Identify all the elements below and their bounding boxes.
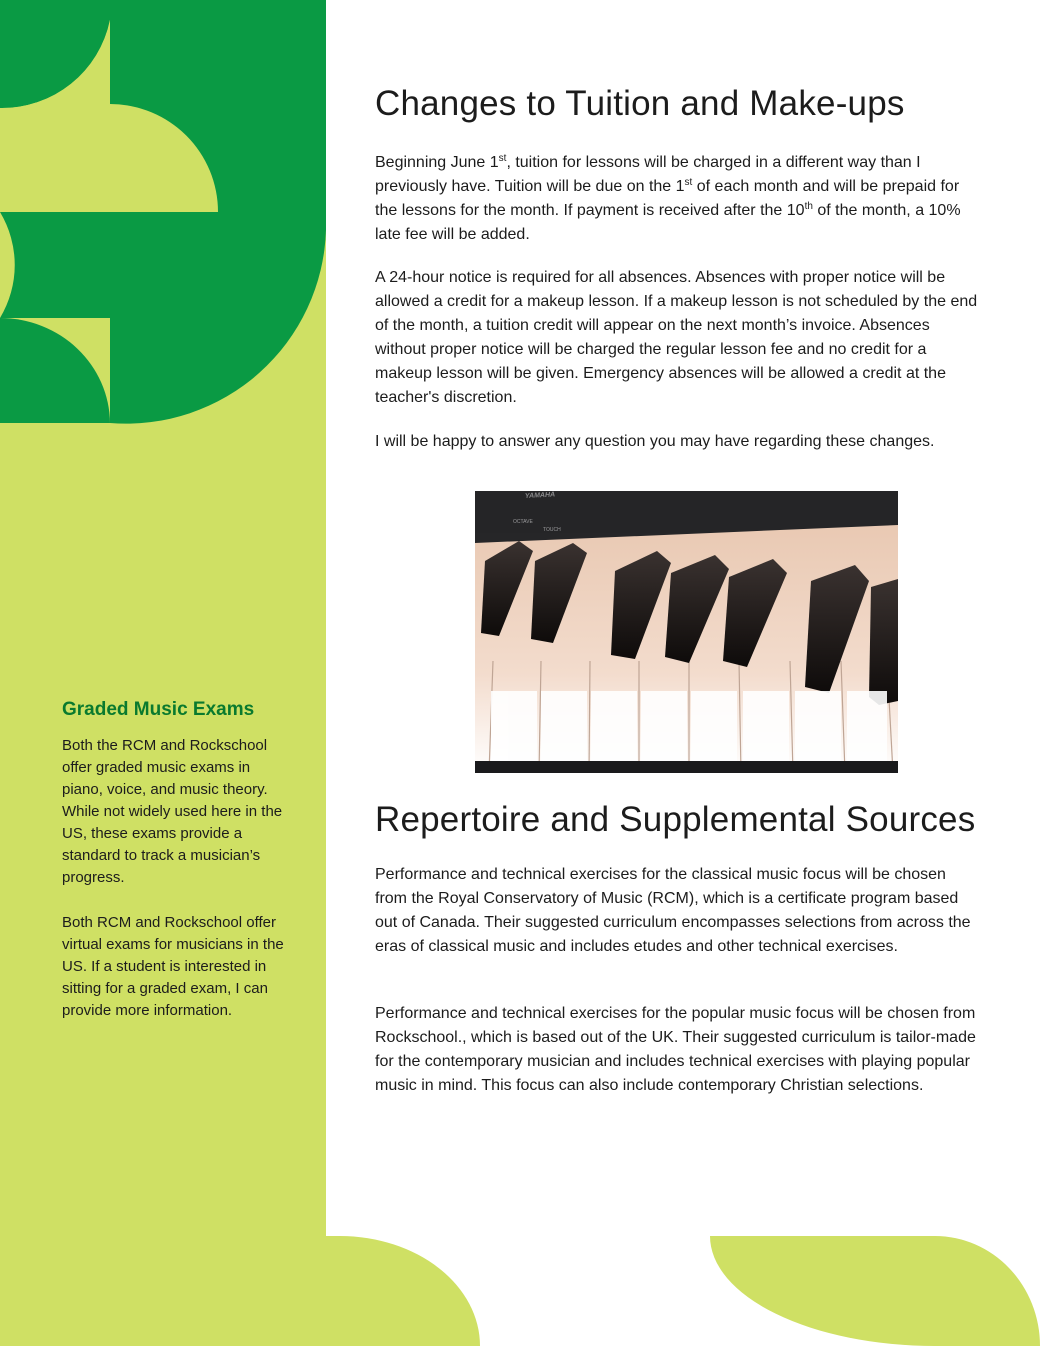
piano-panel-label-touch: TOUCH	[543, 527, 561, 533]
tuition-paragraph-2: A 24-hour notice is required for all absences. Absences with proper notice will be allowed a credit for a makeup lesson. If a makeup lesson is not scheduled by the end of the month, a tuition credit will appear on the next month’s invoice. Absences without proper notice will be charged the regular lesson fee and no credit for a makeup lesson will be given. Emergency absences will be allowed a credit at the teacher's discretion.	[375, 269, 978, 406]
repertoire-paragraph-2: Performance and technical exercises for the popular music focus will be chosen from Rockschool., which is based out of the UK. Their suggested curriculum is tailor-made for the contemporary musician and includes technical exercises with playing popular music in mind. This focus can also include contemporary Christian selections.	[375, 1005, 976, 1094]
piano-panel-label-octave: OCTAVE	[513, 519, 533, 525]
sidebar-paragraph-2: Both RCM and Rockschool offer virtual exams for musicians in the US. If a student is interested in sitting for a graded exam, I can provide more information.	[62, 914, 284, 1019]
tuition-title: Changes to Tuition and Make-ups	[375, 84, 905, 123]
piano-brand-label: YAMAHA	[524, 491, 556, 500]
tuition-paragraph-3: I will be happy to answer any question you may have regarding these changes.	[375, 433, 935, 450]
repertoire-paragraph-1: Performance and technical exercises for the classical music focus will be chosen from the Royal Conservatory of Music (RCM), which is a certificate program based out of Canada. Their suggested curriculum encompasses selections from across the eras of classical music and includes etudes and other technical exercises.	[375, 866, 971, 955]
sidebar-paragraph-1: Both the RCM and Rockschool offer graded music exams in piano, voice, and music theory. While not widely used here in the US, these exams provide a standard to track a musician’s progress.	[62, 737, 283, 886]
piano-keyboard-image	[475, 491, 898, 773]
tuition-paragraph-1: Beginning June 1st, tuition for lessons will be charged in a different way than I previously have. Tuition will be due on the 1st of each month and will be prepaid for the lessons for the month. If payment is received after the 10th of the month, a 10% late fee will be added.	[375, 153, 961, 243]
repertoire-title: Repertoire and Supplemental Sources	[375, 800, 976, 839]
sidebar-heading: Graded Music Exams	[62, 699, 255, 720]
